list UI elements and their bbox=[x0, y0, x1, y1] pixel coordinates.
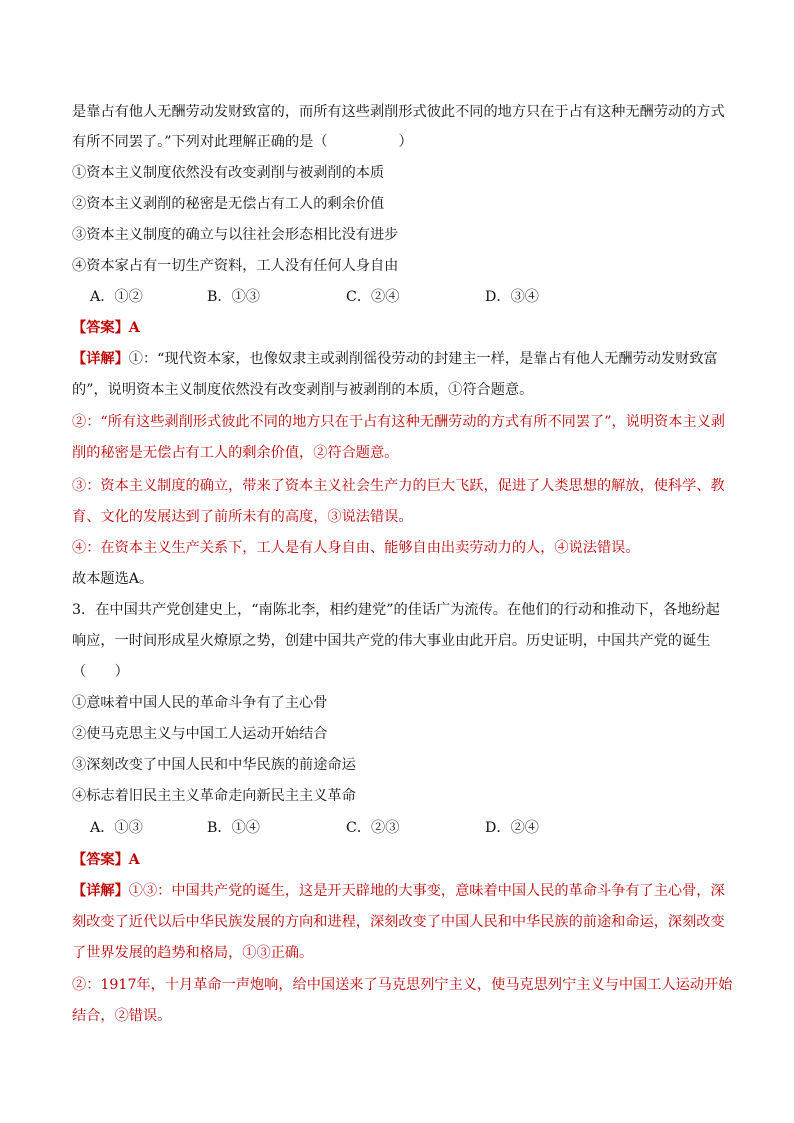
answer-value: A bbox=[128, 852, 140, 868]
q3-stem-line: 3．在中国共产党创建史上，“南陈北李，相约建党”的佳话广为流传。在他们的行动和推动下，各地纷起 bbox=[72, 602, 720, 618]
q2-detail-line: 削的秘密是无偿占有工人的剩余价值，②符合题意。 bbox=[72, 445, 399, 461]
q3-item: ③深刻改变了中国人民和中华民族的前途命运 bbox=[72, 757, 356, 773]
q3-stem-line: （ ） bbox=[72, 664, 129, 680]
q3-option-b: B．①④ bbox=[207, 820, 260, 836]
q2-option-b: B．①③ bbox=[207, 289, 260, 305]
q3-detail-line: ②：1917年，十月革命一声炮响，给中国送来了马克思列宁主义，使马克思列宁主义与中国工人运动开始 bbox=[72, 977, 733, 993]
q3-item: ④标志着旧民主主义革命走向新民主主义革命 bbox=[72, 788, 356, 804]
q3-option-a: A．①③ bbox=[90, 820, 143, 836]
q2-detail-line: ③：资本主义制度的确立，带来了资本主义社会生产力的巨大飞跃，促进了人类思想的解放，使科学、教 bbox=[72, 478, 725, 494]
q3-answer bbox=[72, 851, 732, 869]
q3-option-c: C．②③ bbox=[346, 820, 400, 836]
q2-item: ②资本主义剥削的秘密是无偿占有工人的剩余价值 bbox=[72, 196, 385, 212]
q2-detail-line: 的”，说明资本主义制度依然没有改变剥削与被剥削的本质，①符合题意。 bbox=[72, 382, 534, 398]
q3-detail-line: 刻改变了近代以后中华民族发展的方向和进程，深刻改变了中国人民和中华民族的前途和命运，深刻改变 bbox=[72, 914, 725, 930]
answer-tag: 【答案】 bbox=[72, 320, 129, 336]
q2-item: ③资本主义制度的确立与以往社会形态相比没有进步 bbox=[72, 227, 399, 243]
q2-option-a: A．①② bbox=[90, 289, 143, 305]
q3-item: ②使马克思主义与中国工人运动开始结合 bbox=[72, 726, 328, 742]
answer-tag: 【答案】 bbox=[72, 852, 129, 868]
q3-detail-line: 了世界发展的趋势和格局，①③正确。 bbox=[72, 945, 314, 961]
q2-detail-line: ④：在资本主义生产关系下，工人是有人身自由、能够自由出卖劳动力的人，④说法错误。 bbox=[72, 540, 640, 556]
q2-detail-line: 育、文化的发展达到了前所未有的高度，③说法错误。 bbox=[72, 509, 413, 525]
q3-stem-line: 响应，一时间形成星火燎原之势，创建中国共产党的伟大事业由此开启。历史证明，中国共产党的诞生 bbox=[72, 633, 711, 649]
q2-item: ①资本主义制度依然没有改变剥削与被剥削的本质 bbox=[72, 165, 385, 181]
q2-detail-line: ②：“所有这些剥削形式彼此不同的地方只在于占有这种无酬劳动的方式有所不同罢了”，说明资本主义剥 bbox=[72, 414, 725, 430]
q3-detail-line: 结合，②错误。 bbox=[72, 1008, 172, 1024]
detail-tag: 【详解】 bbox=[72, 351, 129, 367]
q2-detail-line bbox=[72, 350, 732, 368]
detail-text: ①：“现代资本家，也像奴隶主或剥削徭役劳动的封建主一样，是靠占有他人无酬劳动发财致富 bbox=[128, 351, 718, 367]
q2-stem-line: 有所不同罢了。”下列对此理解正确的是（ ） bbox=[72, 134, 413, 150]
q3-option-d: D．②④ bbox=[485, 820, 539, 836]
detail-tag: 【详解】 bbox=[72, 883, 129, 899]
q2-option-c: C．②④ bbox=[346, 289, 400, 305]
answer-value: A bbox=[128, 320, 140, 336]
q2-option-d: D．③④ bbox=[485, 289, 539, 305]
q2-conclusion: 故本题选A。 bbox=[72, 571, 154, 587]
q2-answer bbox=[72, 319, 732, 337]
q2-item: ④资本家占有一切生产资料，工人没有任何人身自由 bbox=[72, 258, 399, 274]
q3-detail-line bbox=[72, 882, 732, 900]
q3-item: ①意味着中国人民的革命斗争有了主心骨 bbox=[72, 695, 328, 711]
detail-text: ①③：中国共产党的诞生，这是开天辟地的大事变，意味着中国人民的革命斗争有了主心骨，深 bbox=[128, 883, 725, 899]
q2-stem-line: 是靠占有他人无酬劳动发财致富的，而所有这些剥削形式彼此不同的地方只在于占有这种无酬劳动的方式 bbox=[72, 104, 725, 120]
